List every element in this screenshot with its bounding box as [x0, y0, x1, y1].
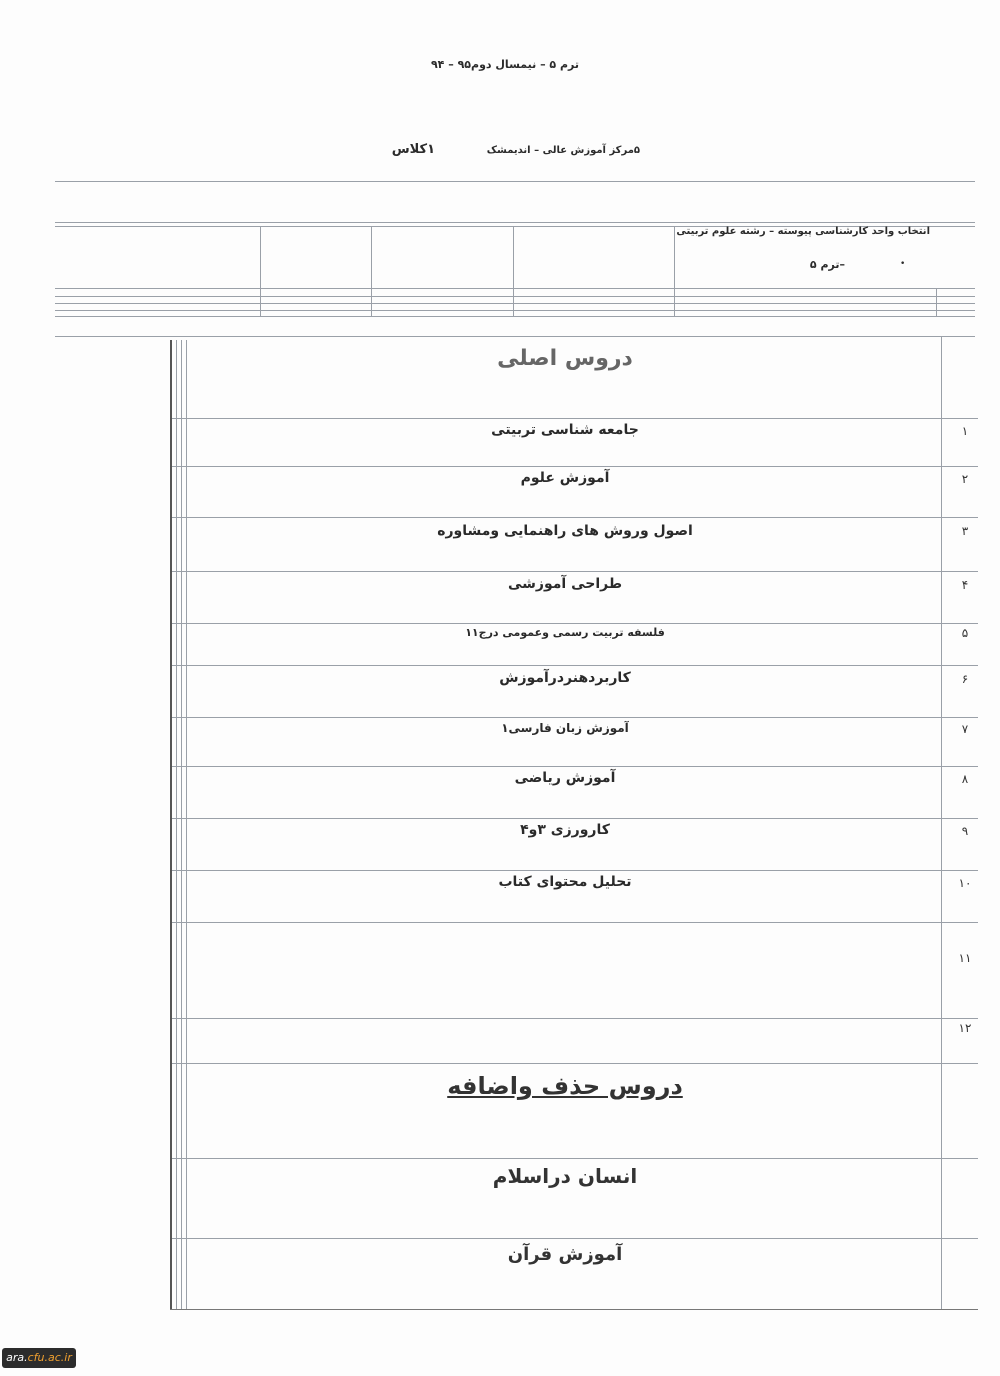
info-row-line	[55, 296, 975, 297]
info-row-line	[55, 316, 975, 317]
course-name: جامعه شناسی تربیتی	[491, 422, 639, 438]
row-number: ۹	[961, 824, 969, 838]
main-table-left-line	[186, 340, 187, 1310]
info-row-line	[55, 310, 975, 311]
course-name: کارورزی ۳و۴	[520, 822, 610, 838]
row-number: ۵	[961, 626, 969, 640]
course-name: آموزش علوم	[520, 470, 610, 486]
main-courses-title: دروس اصلی	[497, 346, 633, 371]
class-label: ۱کلاس	[391, 142, 435, 157]
row-divider	[172, 623, 978, 624]
row-divider	[172, 1238, 978, 1239]
number-col-divider	[941, 336, 942, 1310]
course-name: اصول وروش های راهنمایی ومشاوره	[437, 523, 693, 539]
row-divider	[172, 665, 978, 666]
course-name: کاربردهنردرآموزش	[499, 670, 631, 686]
row-divider	[172, 1063, 978, 1064]
selection-title: انتخاب واحد کارشناسی پیوسته – رشته علوم تربیتی	[676, 226, 930, 237]
row-divider	[172, 418, 978, 419]
row-number: ۷	[961, 722, 969, 736]
term-line: ترم ۵ – نیمسال دوم۹۵ – ۹۴	[430, 58, 580, 71]
course-name: آموزش زبان فارسی۱	[501, 721, 629, 735]
header-rule-2	[55, 222, 975, 223]
row-number: ۱	[961, 424, 969, 438]
watermark-domain: cfu.ac.ir	[27, 1351, 72, 1364]
row-divider	[172, 571, 978, 572]
row-divider	[172, 1158, 978, 1159]
row-number: ۶	[961, 672, 969, 686]
row-divider	[172, 1018, 978, 1019]
row-number: ۳	[961, 524, 969, 538]
row-divider	[172, 466, 978, 467]
add-drop-course: آموزش قرآن	[507, 1244, 623, 1265]
watermark-prefix: ara.	[6, 1351, 28, 1364]
header-rule-1	[55, 181, 975, 182]
dot-mark: •	[900, 259, 906, 269]
term-label: –ترم ۵	[809, 258, 845, 271]
row-divider	[172, 517, 978, 518]
row-divider	[172, 870, 978, 871]
row-divider	[172, 717, 978, 718]
course-name: طراحی آموزشی	[507, 576, 623, 592]
add-drop-course: انسان دراسلام	[492, 1164, 638, 1188]
center-name: ۵مرکز آموزش عالی – اندیمشک	[486, 145, 640, 156]
row-number: ۲	[961, 472, 969, 486]
main-table-left-line	[176, 340, 177, 1310]
add-drop-title: دروس حذف واضافه	[447, 1072, 683, 1100]
row-number: ۴	[961, 578, 969, 592]
course-name: فلسفه تربیت رسمی وعمومی درج۱۱	[465, 626, 665, 639]
info-row-line	[55, 303, 975, 304]
main-table-left-line	[181, 340, 182, 1310]
row-number: ۱۱	[958, 951, 972, 965]
main-table-left-edge	[170, 340, 172, 1310]
main-table-bottom	[170, 1309, 978, 1310]
site-watermark	[2, 1348, 76, 1368]
info-col-divider	[936, 288, 937, 316]
row-number: ۱۰	[958, 876, 972, 890]
row-divider	[172, 766, 978, 767]
row-divider	[172, 818, 978, 819]
row-divider	[172, 922, 978, 923]
course-name: آموزش ریاضی	[514, 770, 616, 786]
row-number: ۱۲	[958, 1021, 972, 1035]
info-row-line	[55, 288, 975, 289]
main-table-top-rule	[55, 336, 975, 337]
course-name: تحلیل محتوای کتاب	[498, 874, 632, 890]
row-number: ۸	[961, 772, 969, 786]
